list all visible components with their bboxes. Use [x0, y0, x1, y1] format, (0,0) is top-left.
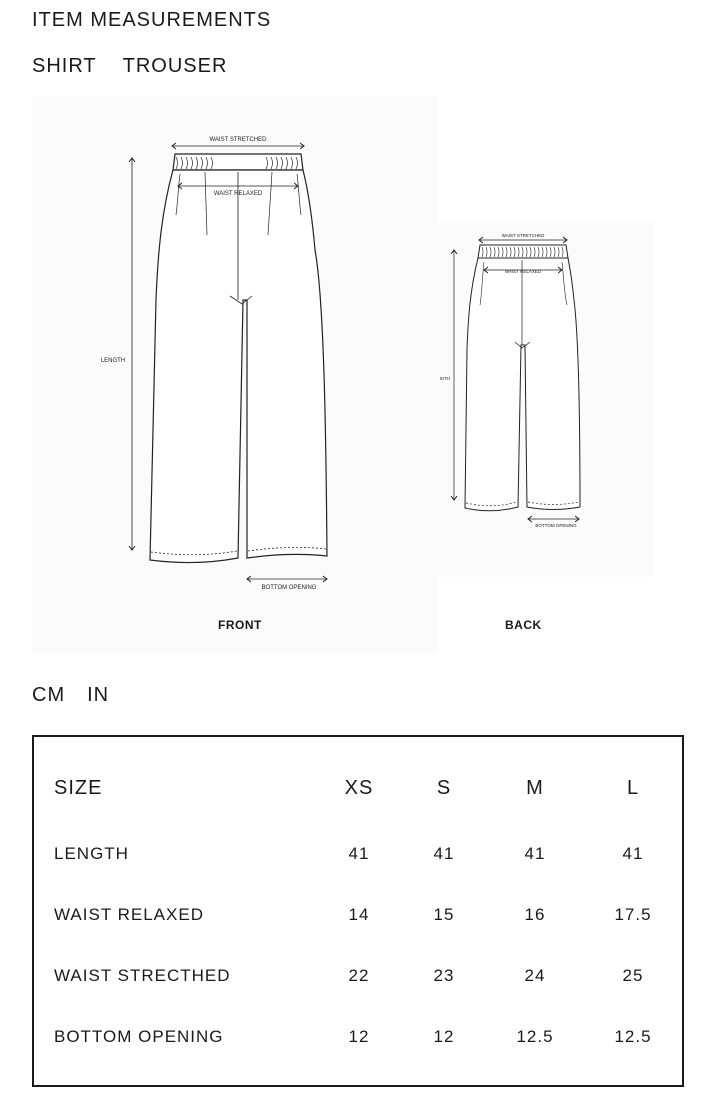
size-chart-table — [32, 735, 684, 1087]
front-waist-relaxed-label: WAIST RELAXED — [213, 191, 263, 197]
back-view-label: BACK — [505, 618, 542, 632]
row-label: WAIST STRECTHED — [54, 966, 231, 985]
back-bottom-opening-label: BOTTOM OPENING — [535, 523, 577, 528]
row-label: WAIST RELAXED — [54, 905, 204, 924]
back-waist-stretched-label: WAIST STRETCHED — [501, 233, 545, 238]
row-label: LENGTH — [54, 844, 129, 863]
front-bottom-opening-label: BOTTOM OPENING — [261, 585, 317, 591]
table-row — [34, 905, 682, 935]
header-s: S — [436, 777, 452, 799]
back-trouser-drawing — [465, 245, 580, 511]
header-m: M — [526, 777, 544, 799]
table-cell: 12.5 — [516, 1027, 554, 1046]
table-cell: 12 — [348, 1027, 370, 1046]
unit-toggle — [32, 684, 109, 707]
front-waist-stretched-label: WAIST STRETCHED — [209, 137, 267, 143]
tab-shirt[interactable]: SHIRT — [32, 55, 97, 77]
front-trouser-drawing — [150, 154, 327, 563]
header-l: L — [626, 777, 640, 799]
front-view-label: FRONT — [218, 618, 262, 632]
table-cell: 15 — [433, 905, 455, 924]
table-cell: 23 — [433, 966, 455, 985]
table-cell: 41 — [524, 844, 546, 863]
tab-trouser[interactable]: TROUSER — [122, 55, 228, 77]
table-row — [34, 1027, 682, 1057]
table-cell: 41 — [433, 844, 455, 863]
table-cell: 14 — [348, 905, 370, 924]
table-cell: 41 — [348, 844, 370, 863]
table-cell: 17.5 — [614, 905, 652, 924]
page-title: ITEM MEASUREMENTS — [32, 9, 272, 31]
table-cell: 24 — [524, 966, 546, 985]
unit-in[interactable]: IN — [87, 684, 110, 706]
table-cell: 25 — [622, 966, 644, 985]
table-header-row — [34, 777, 682, 807]
header-size: SIZE — [54, 777, 103, 799]
front-length-label: LENGTH — [100, 358, 126, 364]
back-waist-relaxed-label: WAIST RELAXED — [504, 269, 542, 274]
unit-cm[interactable]: CM — [32, 684, 66, 706]
table-cell: 41 — [622, 844, 644, 863]
table-cell: 16 — [524, 905, 546, 924]
back-length-label: IGTH — [439, 376, 451, 381]
table-cell: 22 — [348, 966, 370, 985]
header-xs: XS — [344, 777, 374, 799]
table-row — [34, 966, 682, 996]
row-label: BOTTOM OPENING — [54, 1027, 224, 1046]
table-row — [34, 844, 682, 874]
table-cell: 12.5 — [614, 1027, 652, 1046]
table-cell: 12 — [433, 1027, 455, 1046]
